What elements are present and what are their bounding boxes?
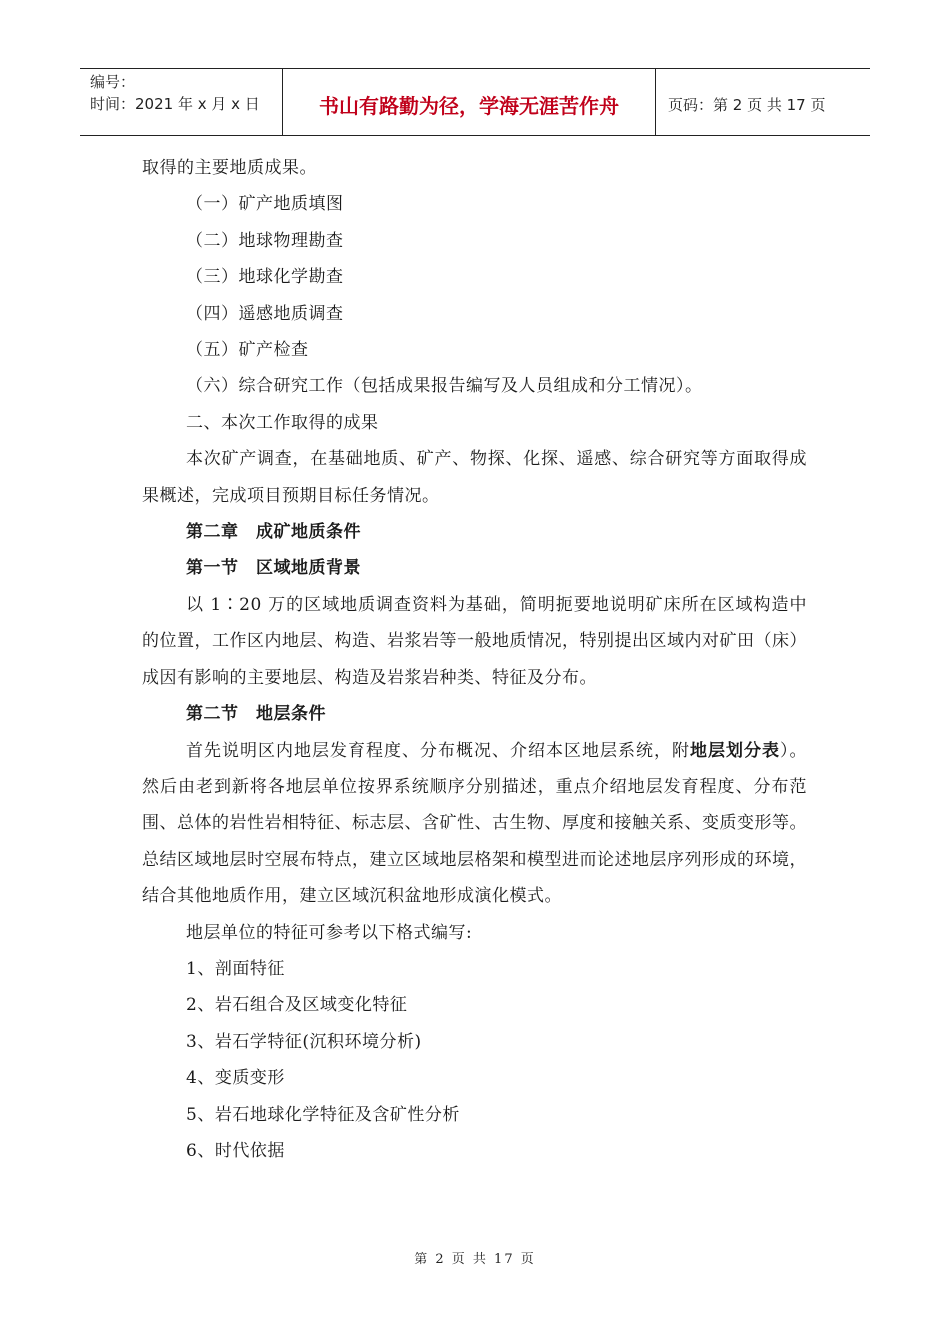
doc-number-label: 编号：: [90, 73, 136, 91]
section-title: 第一节 区域地质背景: [186, 558, 361, 579]
list-item: （三）地球化学勘查: [186, 267, 344, 288]
list-item: 3、岩石学特征(沉积环境分析): [186, 1031, 422, 1052]
header-page-label: 页码：第 2 页 共 17 页: [668, 95, 826, 114]
page-header: [80, 68, 870, 136]
list-item: 1、剖面特征: [186, 958, 285, 979]
section-paragraph: 以 1∶20 万的区域地质调查资料为基础，简明扼要地说明矿床所在区域构造中的位置，工作区内地层、构造、岩浆岩等一般地质情况，特别提出区域内对矿田（床）成因有影响的主要地层、构造及岩浆岩种类、特征及分布。: [142, 594, 807, 688]
list-item: （四）遥感地质调查: [186, 303, 344, 324]
list-item: （五）矿产检查: [186, 340, 309, 361]
format-intro: 地层单位的特征可参考以下格式编写:: [186, 922, 473, 943]
list-item: 6、时代依据: [186, 1140, 285, 1161]
bold-reference: 地层划分表: [690, 740, 780, 761]
section-paragraph: [142, 733, 807, 915]
intro-line: 取得的主要地质成果。: [142, 158, 317, 178]
page-footer: 第 2 页 共 17 页: [414, 1252, 536, 1267]
chapter-title: 第二章 成矿地质条件: [186, 522, 361, 543]
doc-time-label: 时间：2021 年 x 月 x 日: [90, 95, 260, 113]
section-title: 第二节 地层条件: [186, 704, 326, 725]
header-meta: [80, 69, 283, 135]
header-motto: 书山有路勤为径，学海无涯苦作舟: [283, 69, 656, 135]
section-two-title: 二、本次工作取得的成果: [186, 412, 379, 433]
paragraph-text: 首先说明区内地层发育程度、分布概况、介绍本区地层系统，附: [186, 740, 690, 761]
list-item: （一）矿产地质填图: [186, 194, 344, 215]
section-two-paragraph: 本次矿产调查，在基础地质、矿产、物探、化探、遥感、综合研究等方面取得成果概述，完成项目预期目标任务情况。: [142, 449, 807, 506]
paragraph-text: ）。然后由老到新将各地层单位按界系统顺序分别描述，重点介绍地层发育程度、分布范围、总体的岩性岩相特征、标志层、含矿性、古生物、厚度和接触关系、变质变形等。总结区域地层时空展布特点，建立区域地层格架和模型进而论述地层序列形成的环境，结合其他地质作用，建立区域沉积盆地形成演化模式。: [142, 740, 807, 907]
list-item: （二）地球物理勘查: [186, 230, 344, 251]
list-item: 2、岩石组合及区域变化特征: [186, 995, 408, 1016]
list-item: 5、岩石地球化学特征及含矿性分析: [186, 1104, 460, 1125]
document-body: [142, 150, 807, 1169]
list-item: 4、变质变形: [186, 1068, 285, 1089]
list-item: （六）综合研究工作（包括成果报告编写及人员组成和分工情况）。: [186, 376, 703, 397]
